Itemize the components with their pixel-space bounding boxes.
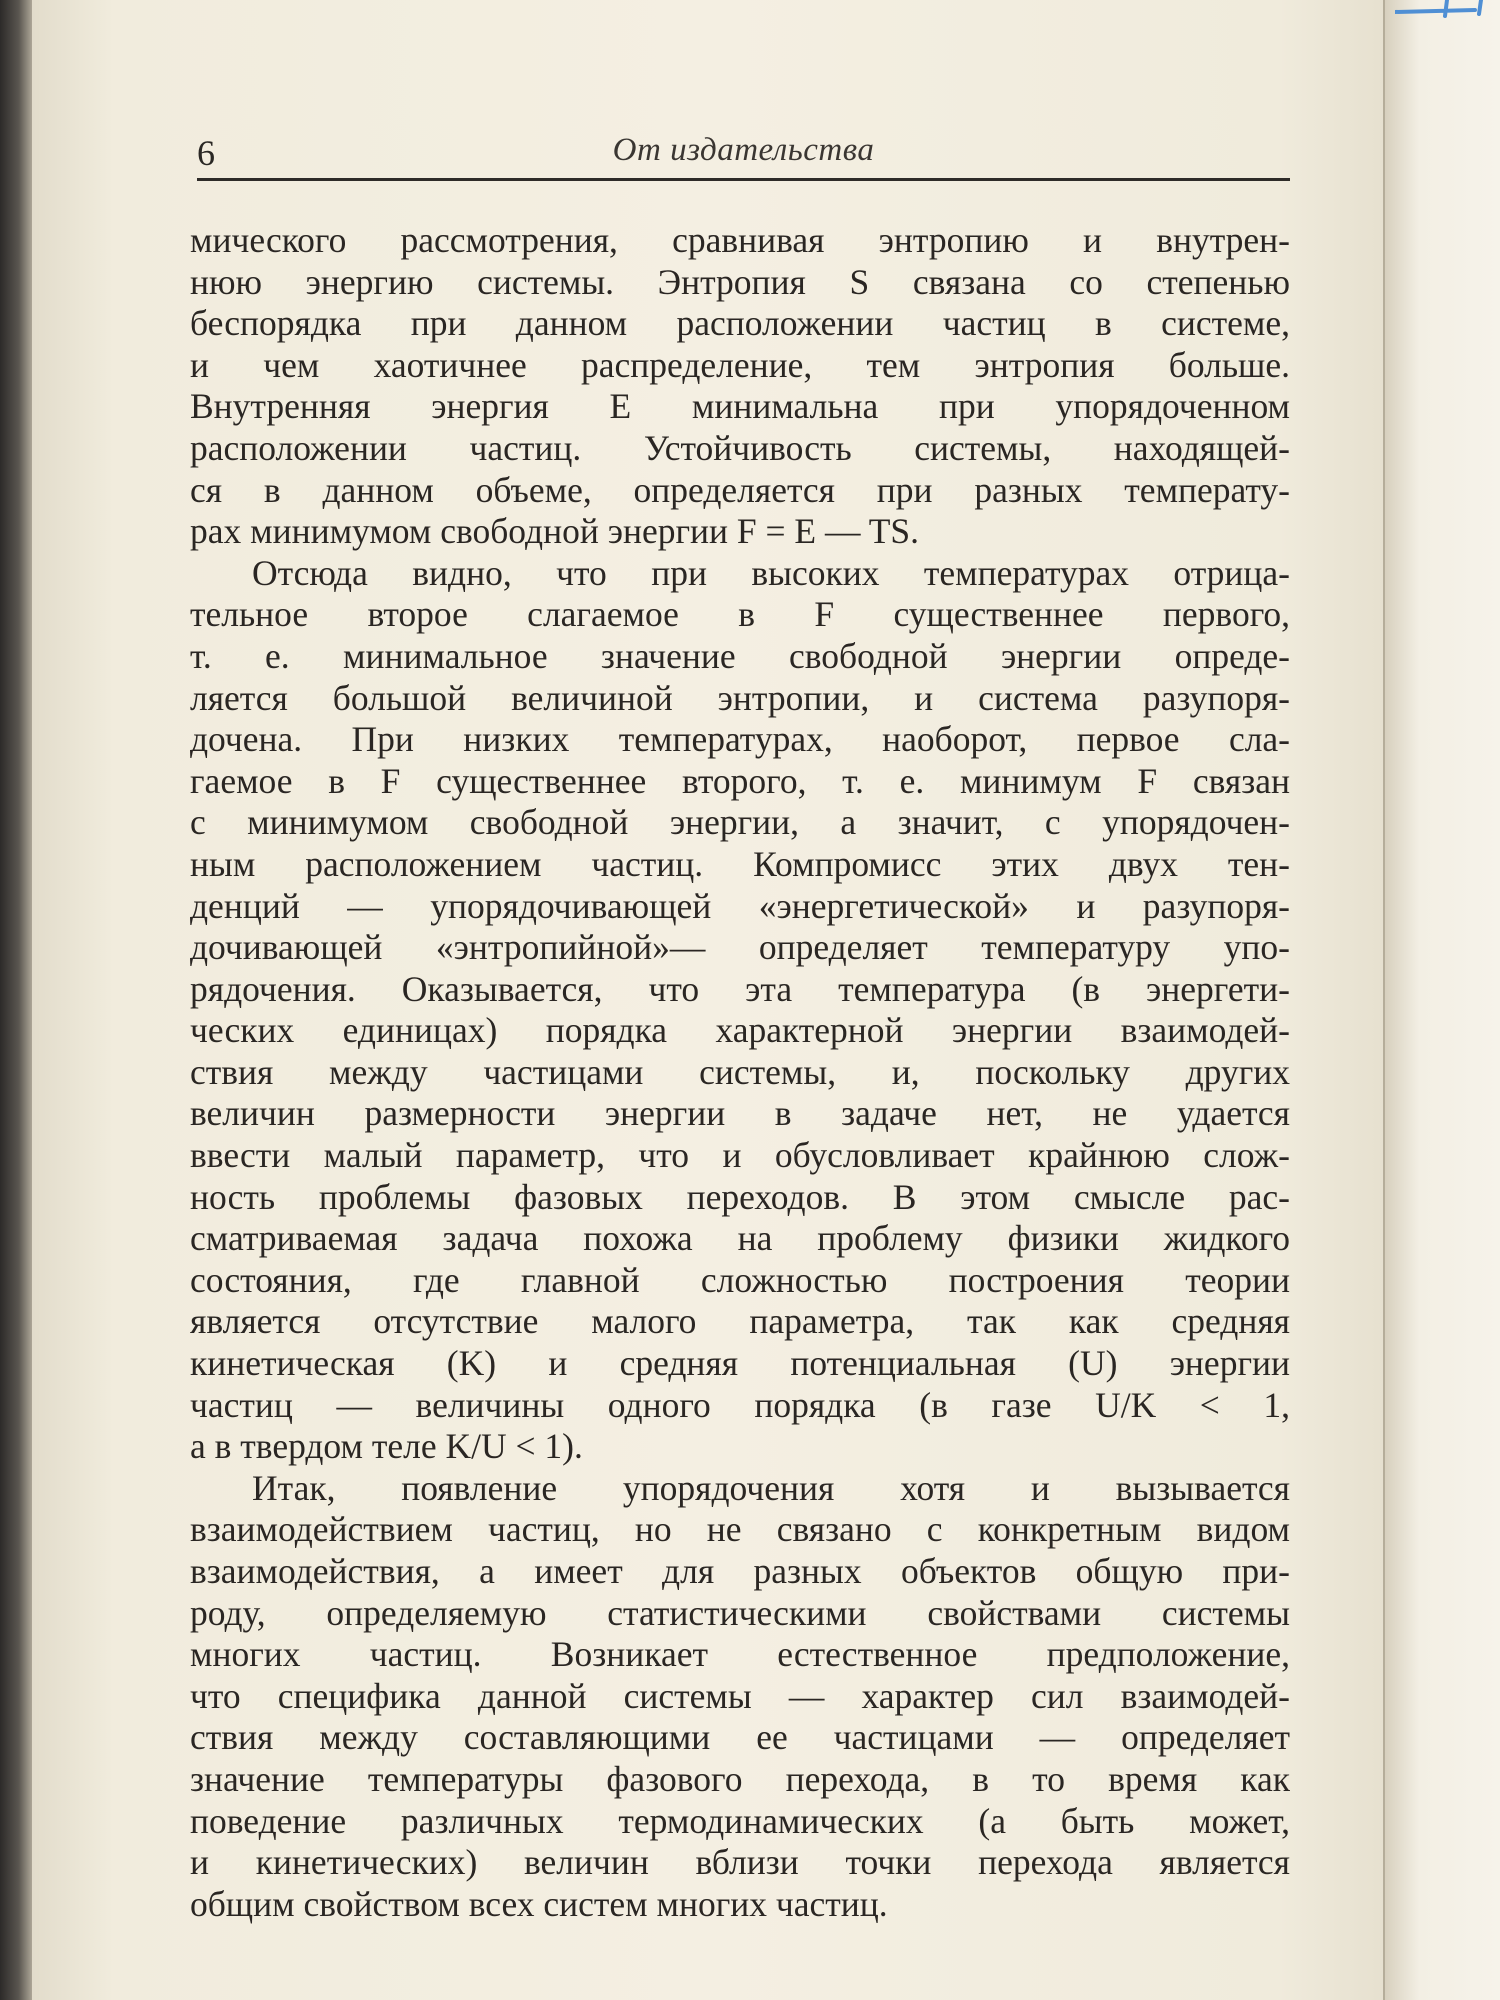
paragraph bbox=[190, 220, 1290, 553]
paragraph bbox=[190, 553, 1290, 1468]
text-line: гаемое в F существеннее второго, т. е. минимум F связан bbox=[190, 760, 1290, 801]
text-line: поведение различных термодинамических (а быть может, bbox=[190, 1800, 1290, 1841]
adjacent-page bbox=[1385, 0, 1500, 2000]
text-line: беспорядка при данном расположении частиц в системе, bbox=[190, 303, 1290, 344]
text-line: ввести малый параметр, что и обусловливает крайнюю слож- bbox=[190, 1135, 1290, 1176]
text-line: частиц — величины одного порядка (в газе U/K < 1, bbox=[190, 1384, 1290, 1425]
text-line: нюю энергию системы. Энтропия S связана со степенью bbox=[190, 261, 1290, 302]
text-line: является отсутствие малого параметра, так как средняя bbox=[190, 1301, 1290, 1342]
blue-pen-mark bbox=[1395, 0, 1500, 22]
text-line: ческих единицах) порядка характерной энергии взаимодей- bbox=[190, 1010, 1290, 1051]
text-line: взаимодействием частиц, но не связано с конкретным видом bbox=[190, 1509, 1290, 1550]
page-number: 6 bbox=[197, 133, 215, 173]
text-line: Отсюда видно, что при высоких температурах отрица- bbox=[252, 552, 1290, 593]
text-line: ность проблемы фазовых переходов. В этом смысле рас- bbox=[190, 1176, 1290, 1217]
text-line: дочена. При низких температурах, наоборот, первое сла- bbox=[190, 719, 1290, 760]
text-line: расположении частиц. Устойчивость системы, находящей- bbox=[190, 427, 1290, 468]
text-line: что специфика данной системы — характер сил взаимодей- bbox=[190, 1675, 1290, 1716]
text-line: денций — упорядочивающей «энергетической» и разупоря- bbox=[190, 885, 1290, 926]
text-line: Итак, появление упорядочения хотя и вызывается bbox=[252, 1467, 1290, 1508]
text-line: состояния, где главной сложностью построения теории bbox=[190, 1259, 1290, 1300]
text-line: ным расположением частиц. Компромисс этих двух тен- bbox=[190, 843, 1290, 884]
text-line: величин размерности энергии в задаче нет, не удается bbox=[190, 1093, 1290, 1134]
text-line: с минимумом свободной энергии, а значит, с упорядочен- bbox=[190, 802, 1290, 843]
text-line: рах минимумом свободной энергии F = E — TS. bbox=[190, 511, 919, 552]
text-line: дочивающей «энтропийной»— определяет температуру упо- bbox=[190, 927, 1290, 968]
text-line: и чем хаотичнее распределение, тем энтропия больше. bbox=[190, 344, 1290, 385]
text-line: а в твердом теле K/U < 1). bbox=[190, 1426, 583, 1467]
text-line: тельное второе слагаемое в F существеннее первого, bbox=[190, 594, 1290, 635]
text-line: кинетическая (K) и средняя потенциальная (U) энергии bbox=[190, 1343, 1290, 1384]
running-head bbox=[197, 128, 1290, 176]
text-line: значение температуры фазового перехода, в то время как bbox=[190, 1758, 1290, 1799]
text-line: и кинетических) величин вблизи точки перехода является bbox=[190, 1842, 1290, 1883]
text-line: взаимодействия, а имеет для разных объектов общую при- bbox=[190, 1551, 1290, 1591]
text-line: общим свойством всех систем многих частиц. bbox=[190, 1883, 888, 1924]
body-text bbox=[190, 220, 1290, 1925]
text-line: многих частиц. Возникает естественное предположение, bbox=[190, 1634, 1290, 1675]
text-line: т. е. минимальное значение свободной энергии опреде- bbox=[190, 635, 1290, 676]
text-line: Внутренняя энергия E минимальна при упорядоченном bbox=[190, 386, 1290, 427]
text-line: ствия между частицами системы, и, поскольку других bbox=[190, 1051, 1290, 1092]
text-line: ся в данном объеме, определяется при разных температу- bbox=[190, 469, 1290, 510]
text-line: ствия между составляющими ее частицами — определяет bbox=[190, 1717, 1290, 1758]
text-line: ляется большой величиной энтропии, и система разупоря- bbox=[190, 677, 1290, 718]
section-title: От издательства bbox=[612, 132, 875, 168]
book-edge-shadow bbox=[0, 0, 34, 2000]
header-rule bbox=[197, 178, 1290, 181]
text-line: мического рассмотрения, сравнивая энтропию и внутрен- bbox=[190, 220, 1290, 260]
text-line: роду, определяемую статистическими свойствами системы bbox=[190, 1592, 1290, 1633]
text-line: рядочения. Оказывается, что эта температура (в энергети- bbox=[190, 968, 1290, 1009]
text-line: сматриваемая задача похожа на проблему физики жидкого bbox=[190, 1218, 1290, 1259]
paragraph bbox=[190, 1468, 1290, 1926]
